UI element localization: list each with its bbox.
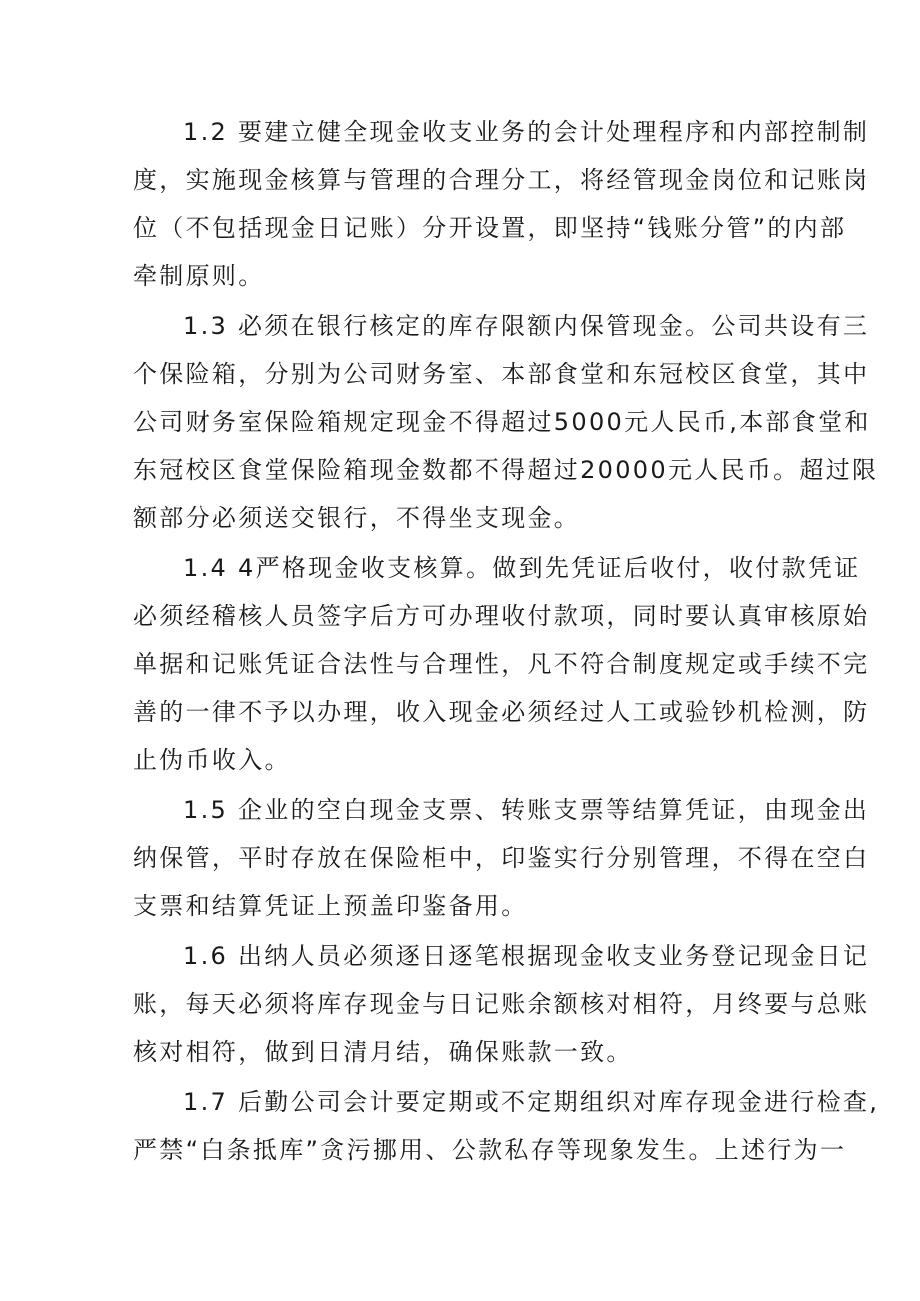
text-line: 1.5 企业的空白现金支票、转账支票等结算凭证，由现金出 bbox=[183, 796, 870, 824]
text-line: 严禁“白条抵库”贪污挪用、公款私存等现象发生。上述行为一 bbox=[133, 1136, 847, 1164]
text-line: 个保险箱，分别为公司财务室、本部食堂和东冠校区食堂，其中 bbox=[133, 360, 870, 388]
text-line: 单据和记账凭证合法性与合理性，凡不符合制度规定或手续不完 bbox=[133, 650, 870, 678]
text-line: 必须经稽核人员签字后方可办理收付款项，同时要认真审核原始 bbox=[133, 602, 870, 630]
text-line: 止伪币收入。 bbox=[133, 746, 291, 774]
text-line: 1.4 4严格现金收支核算。做到先凭证后收付，收付款凭证 bbox=[183, 554, 861, 582]
text-line: 1.3 必须在银行核定的库存限额内保管现金。公司共设有三 bbox=[183, 312, 870, 340]
text-line: 牵制原则。 bbox=[133, 262, 265, 290]
text-line: 1.2 要建立健全现金收支业务的会计处理程序和内部控制制 bbox=[183, 118, 870, 146]
text-line: 1.6 出纳人员必须逐日逐笔根据现金收支业务登记现金日记 bbox=[183, 942, 870, 970]
text-line: 核对相符，做到日清月结，确保账款一致。 bbox=[133, 1038, 633, 1066]
text-line: 善的一律不予以办理，收入现金必须经过人工或验钞机检测，防 bbox=[133, 698, 870, 726]
text-line: 额部分必须送交银行，不得坐支现金。 bbox=[133, 504, 581, 532]
text-line: 度，实施现金核算与管理的合理分工，将经管现金岗位和记账岗 bbox=[133, 166, 870, 194]
text-line: 账，每天必须将库存现金与日记账余额核对相符，月终要与总账 bbox=[133, 990, 870, 1018]
text-line: 纳保管，平时存放在保险柜中，印鉴实行分别管理，不得在空白 bbox=[133, 844, 870, 872]
text-line: 支票和结算凭证上预盖印鉴备用。 bbox=[133, 892, 528, 920]
text-line: 1.7 后勤公司会计要定期或不定期组织对库存现金进行检查, bbox=[183, 1088, 880, 1116]
text-line: 公司财务室保险箱规定现金不得超过5000元人民币,本部食堂和 bbox=[133, 408, 871, 436]
text-line: 位（不包括现金日记账）分开设置，即坚持“钱账分管”的内部 bbox=[133, 214, 847, 242]
text-line: 东冠校区食堂保险箱现金数都不得超过20000元人民币。超过限 bbox=[133, 456, 879, 484]
